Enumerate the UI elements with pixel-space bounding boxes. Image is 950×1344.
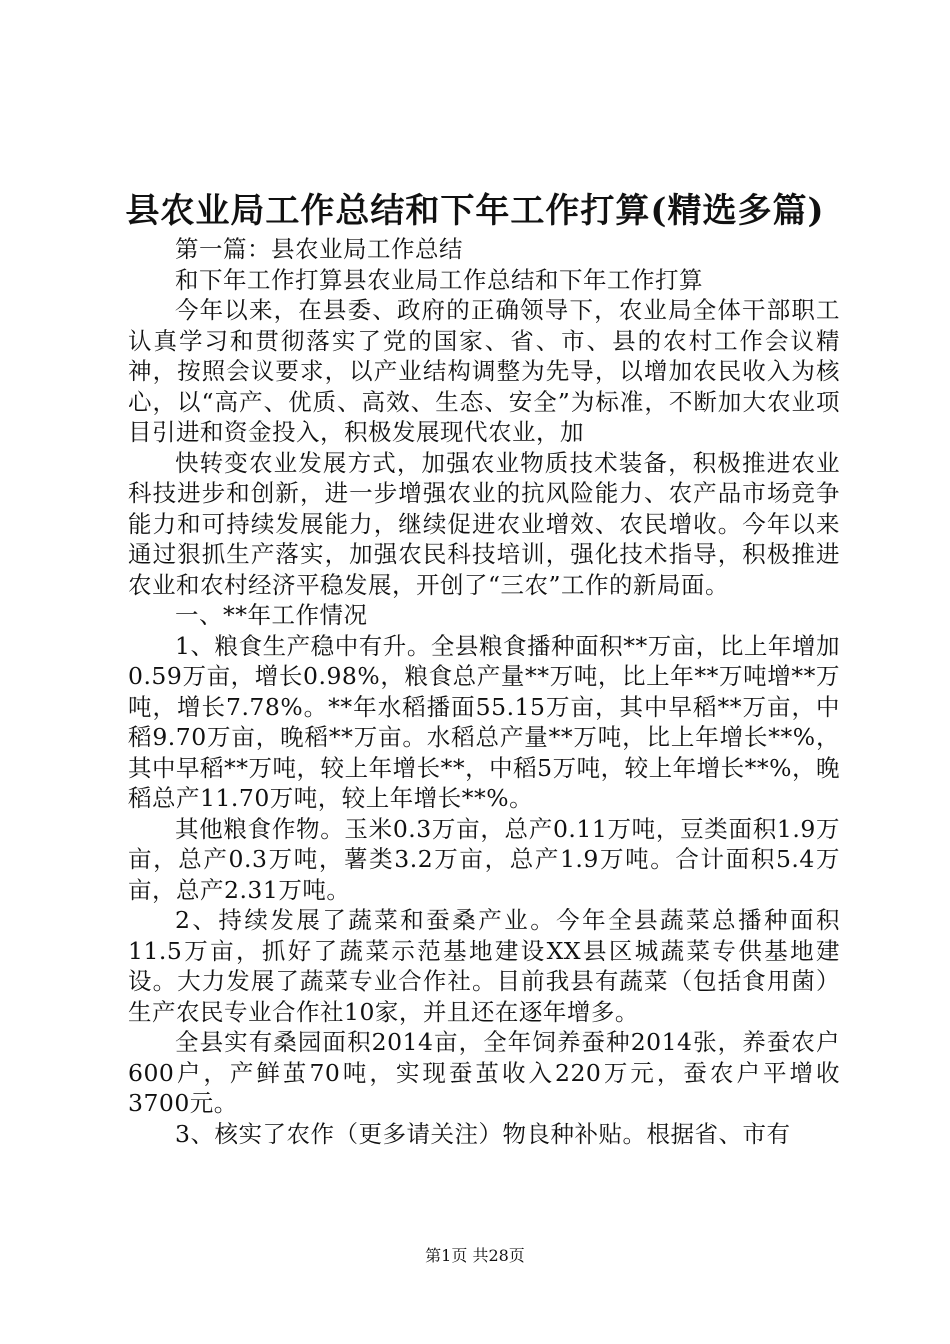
paragraph: 1、粮食生产稳中有升。全县粮食播种面积**万亩，比上年增加0.59万亩，增长0.98%，粮食总产量**万吨，比上年**万吨增**万吨，增长7.78%。**年水稻播面55.15万亩，其中早稻**万亩，中稻9.70万亩，晚稻**万亩。水稻总产量**万吨，比上年增长**%，其中早稻**万吨，较上年增长**，中稻5万吨，较上年增长**%，晚稻总产11.70万吨，较上年增长**%。 — [128, 631, 840, 812]
section-heading: 一、**年工作情况 — [175, 601, 368, 629]
paragraph: 今年以来，在县委、政府的正确领导下，农业局全体干部职工认真学习和贯彻落实了党的国家、省、市、县的农村工作会议精神，按照会议要求，以产业结构调整为先导，以增加农民收入为核心，以“高产、优质、高效、生态、安全”为标准，不断加大农业项目引进和资金投入，积极发展现代农业，加 — [128, 296, 840, 446]
paragraph: 其他粮食作物。玉米0.3万亩，总产0.11万吨，豆类面积1.9万亩，总产0.3万吨，薯类3.2万亩，总产1.9万吨。合计面积5.4万亩，总产2.31万吨。 — [128, 814, 840, 904]
paragraph: 3、核实了农作（更多请关注）物良种补贴。根据省、市有 — [175, 1119, 791, 1148]
paragraph: 快转变农业发展方式，加强农业物质技术装备，积极推进农业科技进步和创新，进一步增强农业的抗风险能力、农产品市场竞争能力和可持续发展能力，继续促进农业增效、农民增收。今年以来通过狠抓生产落实，加强农民科技培训，强化技术指导，积极推进农业和农村经济平稳发展，开创了“三农”工作的新局面。 — [128, 448, 840, 599]
page-footer: 第1页 共28页 — [425, 1246, 525, 1265]
document-title: 县农业局工作总结和下年工作打算(精选多篇) — [125, 191, 825, 231]
paragraph: 全县实有桑园面积2014亩，全年饲养蚕种2014张，养蚕农户600户，产鲜茧70吨，实现蚕茧收入220万元，蚕农户平增收3700元。 — [128, 1028, 840, 1117]
paragraph: 和下年工作打算县农业局工作总结和下年工作打算 — [175, 265, 703, 294]
document-body — [128, 234, 840, 1149]
paragraph: 2、持续发展了蔬菜和蚕桑产业。今年全县蔬菜总播种面积11.5万亩，抓好了蔬菜示范基地建设XX县区城蔬菜专供基地建设。大力发展了蔬菜专业合作社。目前我县有蔬菜（包括食用菌）生产农民专业合作社10家，并且还在逐年增多。 — [128, 906, 840, 1026]
paragraph: 第一篇：县农业局工作总结 — [175, 235, 463, 263]
